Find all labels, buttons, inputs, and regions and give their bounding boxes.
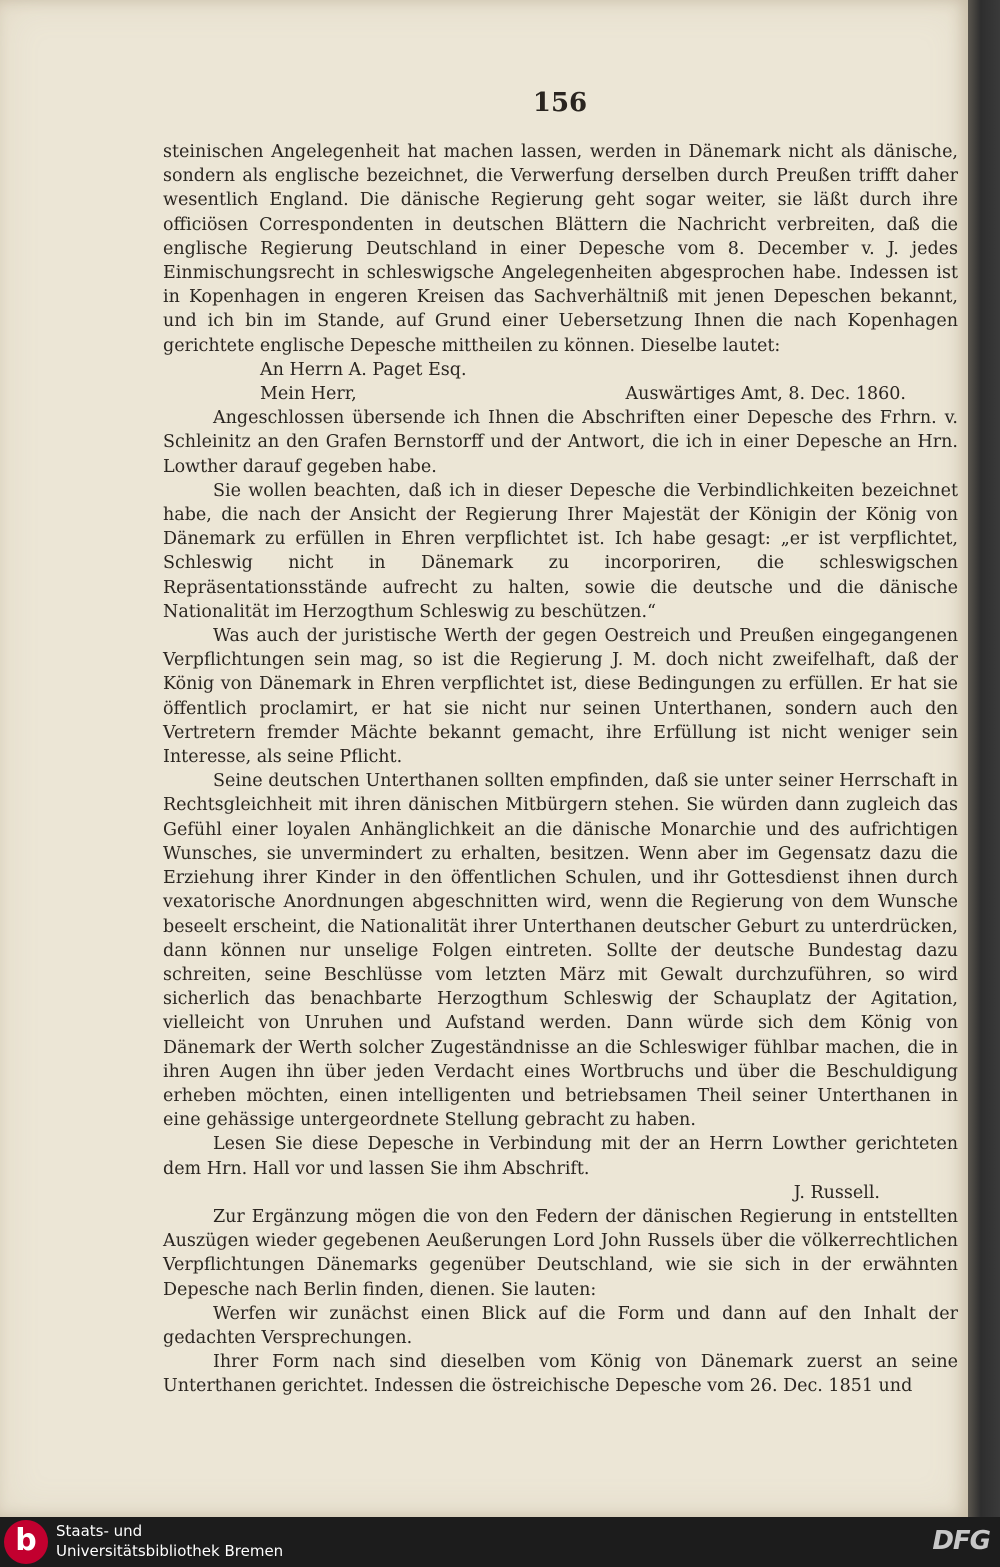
salutation-row	[163, 382, 958, 406]
salutation: Mein Herr,	[260, 384, 357, 405]
text-paragraph: Sie wollen beachten, daß ich in dieser Depesche die Verbindlichkeiten bezeichnet habe, die nach der Ansicht der Regierung Ihrer Majestät der Königin der König von Dänemark zu erfüllen in Ehren verpflichtet ist. Ich habe gesagt: „er ist verpflichtet, Schleswig nicht in Dänemark zu incorporiren, die schleswigschen Repräsentationsstände aufrecht zu halten, sowie die deutsche und die dänische Nationalität im Herzogthum Schleswig zu beschützen.“	[163, 480, 958, 622]
text-paragraph: Seine deutschen Unterthanen sollten empfinden, daß sie unter seiner Herrschaft in Rechtsgleichheit mit ihren dänischen Mitbürgern stehen. Sie würden dann zugleich das Gefühl einer loyalen Anhänglichkeit an die dänische Monarchie und des aufrichtigen Wunsches, sie unvermindert zu erhalten, besitzen. Wenn aber im Gegensatz dazu die Erziehung ihrer Kinder in den öffentlichen Schulen, und ihr Gottesdienst ihnen durch vexatorische Anordnungen abgeschnitten wird, wenn die Regierung von dem Wunsche beseelt erscheint, die Nationalität ihrer Unterthanen deutscher Geburt zu unterdrücken, dann können nur unselige Folgen eintreten. Sollte der deutsche Bundestag dazu schreiten, seine Beschlüsse vom letzten März mit Gewalt durchzuführen, so wird sicherlich das benachbarte Herzogthum Schleswig der Schauplatz der Agitation, vielleicht von Unruhen und Aufstand werden. Dann würde sich dem König von Dänemark der Werth solcher Zugeständnisse an die Schleswiger fühlbar machen, die in ihren Augen ihn über jeden Verdacht eines Wortbruchs und über die Beschuldigung erheben möchten, einen intelligenten und betriebsamen Theil seiner Unterthanen in eine gehässige untergeordnete Stellung gebracht zu haben.	[163, 771, 958, 1131]
dfg-logo[interactable]: DFG	[932, 1526, 990, 1556]
signature: J. Russell.	[793, 1182, 880, 1203]
text-paragraph: Was auch der juristische Werth der gegen Oestreich und Preußen eingegangenen Verpflichtungen sein mag, so ist die Regierung J. M. doch nicht zweifelhaft, daß der König von Dänemark in Ehren verpflichtet ist, diese Bedingungen zu erfüllen. Er hat sie öffentlich proclamirt, er hat sie nicht nur seinen Unterthanen, sondern auch den Vertretern fremder Mächte bekannt gemacht, ihre Erfüllung ist nicht weniger sein Interesse, als seine Pflicht.	[163, 626, 958, 768]
text-paragraph: Angeschlossen übersende ich Ihnen die Abschriften einer Depesche des Frhrn. v. Schleinitz an den Grafen Bernstorff und der Antwort, die ich in einer Depesche an Hrn. Lowther darauf gegeben habe.	[163, 408, 958, 477]
text-paragraph: steinischen Angelegenheit hat machen lassen, werden in Dänemark nicht als dänische, sondern als englische bezeichnet, die Verwerfung derselben durch Preußen trifft daher wesentlich England. Die dänische Regierung geht sogar weiter, sie läßt durch ihre officiösen Correspondenten in deutschen Blättern die Nachricht verbreiten, daß die englische Regierung Deutschland in einer Depesche vom 8. December v. J. jedes Einmischungsrecht in schleswigsche Angelegenheiten abgesprochen habe. Indessen ist in Kopenhagen in engeren Kreisen das Sachverhältniß mit jenen Depeschen bekannt, und ich bin im Stande, auf Grund einer Uebersetzung Ihnen die nach Kopenhagen gerichtete englische Depesche mittheilen zu können. Dieselbe lautet:	[163, 142, 958, 356]
text-paragraph: Zur Ergänzung mögen die von den Federn der dänischen Regierung in entstellten Auszügen wieder gegebenen Aeußerungen Lord John Russels über die völkerrechtlichen Verpflichtungen Dänemarks gegenüber Deutschland, wie sie sich in der erwähnten Depesche nach Berlin finden, dienen. Sie lauten:	[163, 1206, 958, 1300]
dateline: Auswärtiges Amt, 8. Dec. 1860.	[625, 384, 906, 405]
library-name[interactable]	[56, 1521, 283, 1561]
library-name-line1: Staats- und	[56, 1522, 143, 1540]
library-logo-icon[interactable]: b	[4, 1520, 48, 1564]
address-line: An Herrn A. Paget Esq.	[260, 359, 467, 380]
text-paragraph: Werfen wir zunächst einen Blick auf die Form und dann auf den Inhalt der gedachten Versprechungen.	[163, 1303, 958, 1348]
text-paragraph: Ihrer Form nach sind dieselben vom König von Dänemark zuerst an seine Unterthanen gerichtet. Indessen die östreichische Depesche vom 26. Dec. 1851 und	[163, 1352, 958, 1397]
library-name-line2: Universitätsbibliothek Bremen	[56, 1542, 284, 1560]
page-number: 156	[532, 88, 588, 118]
page-edge	[968, 0, 1000, 1517]
page-text	[163, 140, 958, 1399]
text-paragraph: Lesen Sie diese Depesche in Verbindung mit der an Herrn Lowther gerichteten dem Hrn. Hall vor und lassen Sie ihm Abschrift.	[163, 1134, 958, 1179]
